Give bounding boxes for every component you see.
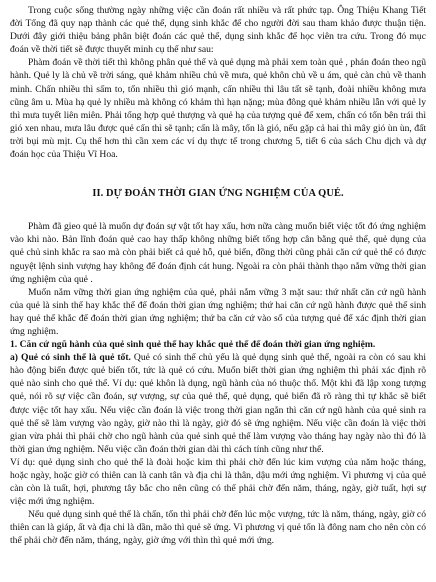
subsection-1-title: 1. Căn cứ ngũ hành của quẻ sinh quẻ thể hay khắc quẻ thể để đoán thời gian ứng nghiệm. bbox=[10, 339, 376, 351]
subsection-a-title: a) Quẻ có sinh thể là quẻ tốt. bbox=[10, 352, 131, 364]
subsection-a-paragraph bbox=[10, 351, 426, 456]
example-paragraph: Ví dụ: quẻ dụng sinh cho quẻ thể là đoài hoặc kim thì phải chờ đến lúc kim vượng của năm hoặc tháng, hoặc ngày, hoặc giờ có thiên can là canh tân và địa chi là thân, dậu mới ứng nghiệm. Vì phương vị của quẻ càn còn là tuất, hợi, phương tây bắc cho nên cũng có thể phải chờ đến năm, tháng, ngày, giờ tuất, hợi sự việc mới ứng nghiệm. bbox=[10, 456, 426, 508]
section-heading: II. DỰ ĐOÁN THỜI GIAN ỨNG NGHIỆM CỦA QUẺ. bbox=[92, 188, 344, 200]
subsection-a-text: Quẻ có sinh thể chủ yếu là quẻ dụng sinh quẻ thể, ngoài ra còn có sau khi hào động biến được quẻ biến tốt, tức là quẻ có cứu. Muốn biết thời gian ứng nghiệm thì phải xác định rõ quẻ nào sinh cho quẻ thể. Ví dụ: quẻ khôn là dụng, ngũ hành của nó thuộc thổ. Một khi đã lập xong tượng quẻ, nói rõ sự việc cần đoán, sự vượng, sự của quẻ thể, quẻ dụng, quẻ biến đã rõ ràng thì tự khắc sẽ biết được việc tốt hay xấu. Nếu việc cần đoán là việc trong thời gian ngắn thì căn cứ ngũ hành của quẻ sinh ra quẻ thể sẽ làm vượng vào ngày, giờ nào thì là ngày, giờ đó sẽ ứng nghiệm. Nếu việc cần đoán là việc thời gian vừa phải thì phải chờ cho ngũ hành của quẻ sinh quẻ thể làm vượng vào tháng hay ngày nào thì đó là thời gian ứng nghiệm. Nếu việc cần đoán thời gian dài thì cách tính cũng như thế. bbox=[10, 352, 427, 455]
intro-block bbox=[10, 4, 426, 161]
final-paragraph: Nếu quẻ dụng sinh quẻ thể là chấn, tốn thì phải chờ đến lúc mộc vượng, tức là năm, tháng, ngày, giờ có thiên can là giáp, ất và địa chi là dần, mão thì quẻ sẽ ứng. Vì phương vị quẻ tốn là đông nam cho nên còn có thể phải chờ đến năm, tháng, ngày, giờ ứng với thìn thì quẻ mới ứng. bbox=[10, 509, 426, 547]
intro-paragraph-2: Phàm đoán về thời tiết thì không phân quẻ thể và quẻ dụng mà phải xem toàn quẻ , phán đoán theo ngũ hành. Quẻ ly là chủ về trời sáng, quẻ khảm nhiều chủ về mưa, quẻ khôn chủ về u ám, quẻ càn chủ về thanh minh. Chấn nhiều thì sấm to, tốn nhiều thì gió mạnh, cấn nhiều thì lâu tất sẽ tạnh, đoài nhiều không mưa cũng âm u. Mùa hạ quẻ ly nhiều mà không có khảm thì hạn nặng; mùa đông quẻ khảm nhiều lẫn với quẻ ly thì mưa tuyết liên miên. Phải tổng hợp quẻ thượng và quẻ hạ của tượng quẻ để xem, chấn có tốn bên trái thì gió xen nhau, mưa lâu được quẻ cấn thì sẽ tạnh; cấn là mây, tốn là gió, nếu gặp cả hai thì mây gió ùn ùn, đất trời bụi mù mịt. Cụ thể hơn thì cần xem các ví dụ thực tế trong chương 5, tiết 6 của sách Chu dịch và dự đoán học của Thiệu Vĩ Hoa. bbox=[10, 57, 426, 161]
intro-paragraph-1: Trong cuộc sống thường ngày những việc cần đoán rất nhiều và rất phức tạp. Ông Thiệu Khang Tiết đời Tống đã quy nạp thành các quẻ thể, dụng sinh khắc để cho người đời sau tham khảo được thuận tiện. Dưới đây giới thiệu bảng phân biệt đoán các quẻ thể, dụng sinh khắc để học viên tra cứu. Trong đó mục đoán về thời tiết sẽ được thuyết minh cụ thể như sau: bbox=[10, 5, 426, 56]
body-paragraph-1: Phàm đã gieo quẻ là muốn dự đoán sự vật tốt hay xấu, hơn nữa càng muốn biết việc tốt đó ứng nghiệm vào khi nào. Bản lĩnh đoán quẻ cao hay thấp không những biết tổng hợp cân bằng quẻ thể, quẻ dụng của quẻ chủ sinh khắc ra sao mà còn phải biết cả quẻ hỗ, quẻ biến, đồng thời cũng phải căn cứ quẻ thể có được nguyệt lệnh sinh vượng hay không để đoán định cát hung. Ngoài ra còn phải thành thạo nắm vững thời gian ứng nghiệm của quẻ . bbox=[10, 221, 426, 285]
body-paragraph-2: Muốn nắm vững thời gian ứng nghiệm của quẻ, phải nắm vững 3 mặt sau: thứ nhất căn cứ ngũ hành của quẻ là sinh thể hay khắc thể để đoán thời gian ứng nghiệm; thứ hai căn cứ ngũ hành được quẻ thể sinh hay quẻ thể khắc để đoán thời gian ứng nghiệm; thứ ba căn cứ vào số của tượng quẻ để xác định thời gian ứng nghiệm. bbox=[10, 286, 426, 337]
